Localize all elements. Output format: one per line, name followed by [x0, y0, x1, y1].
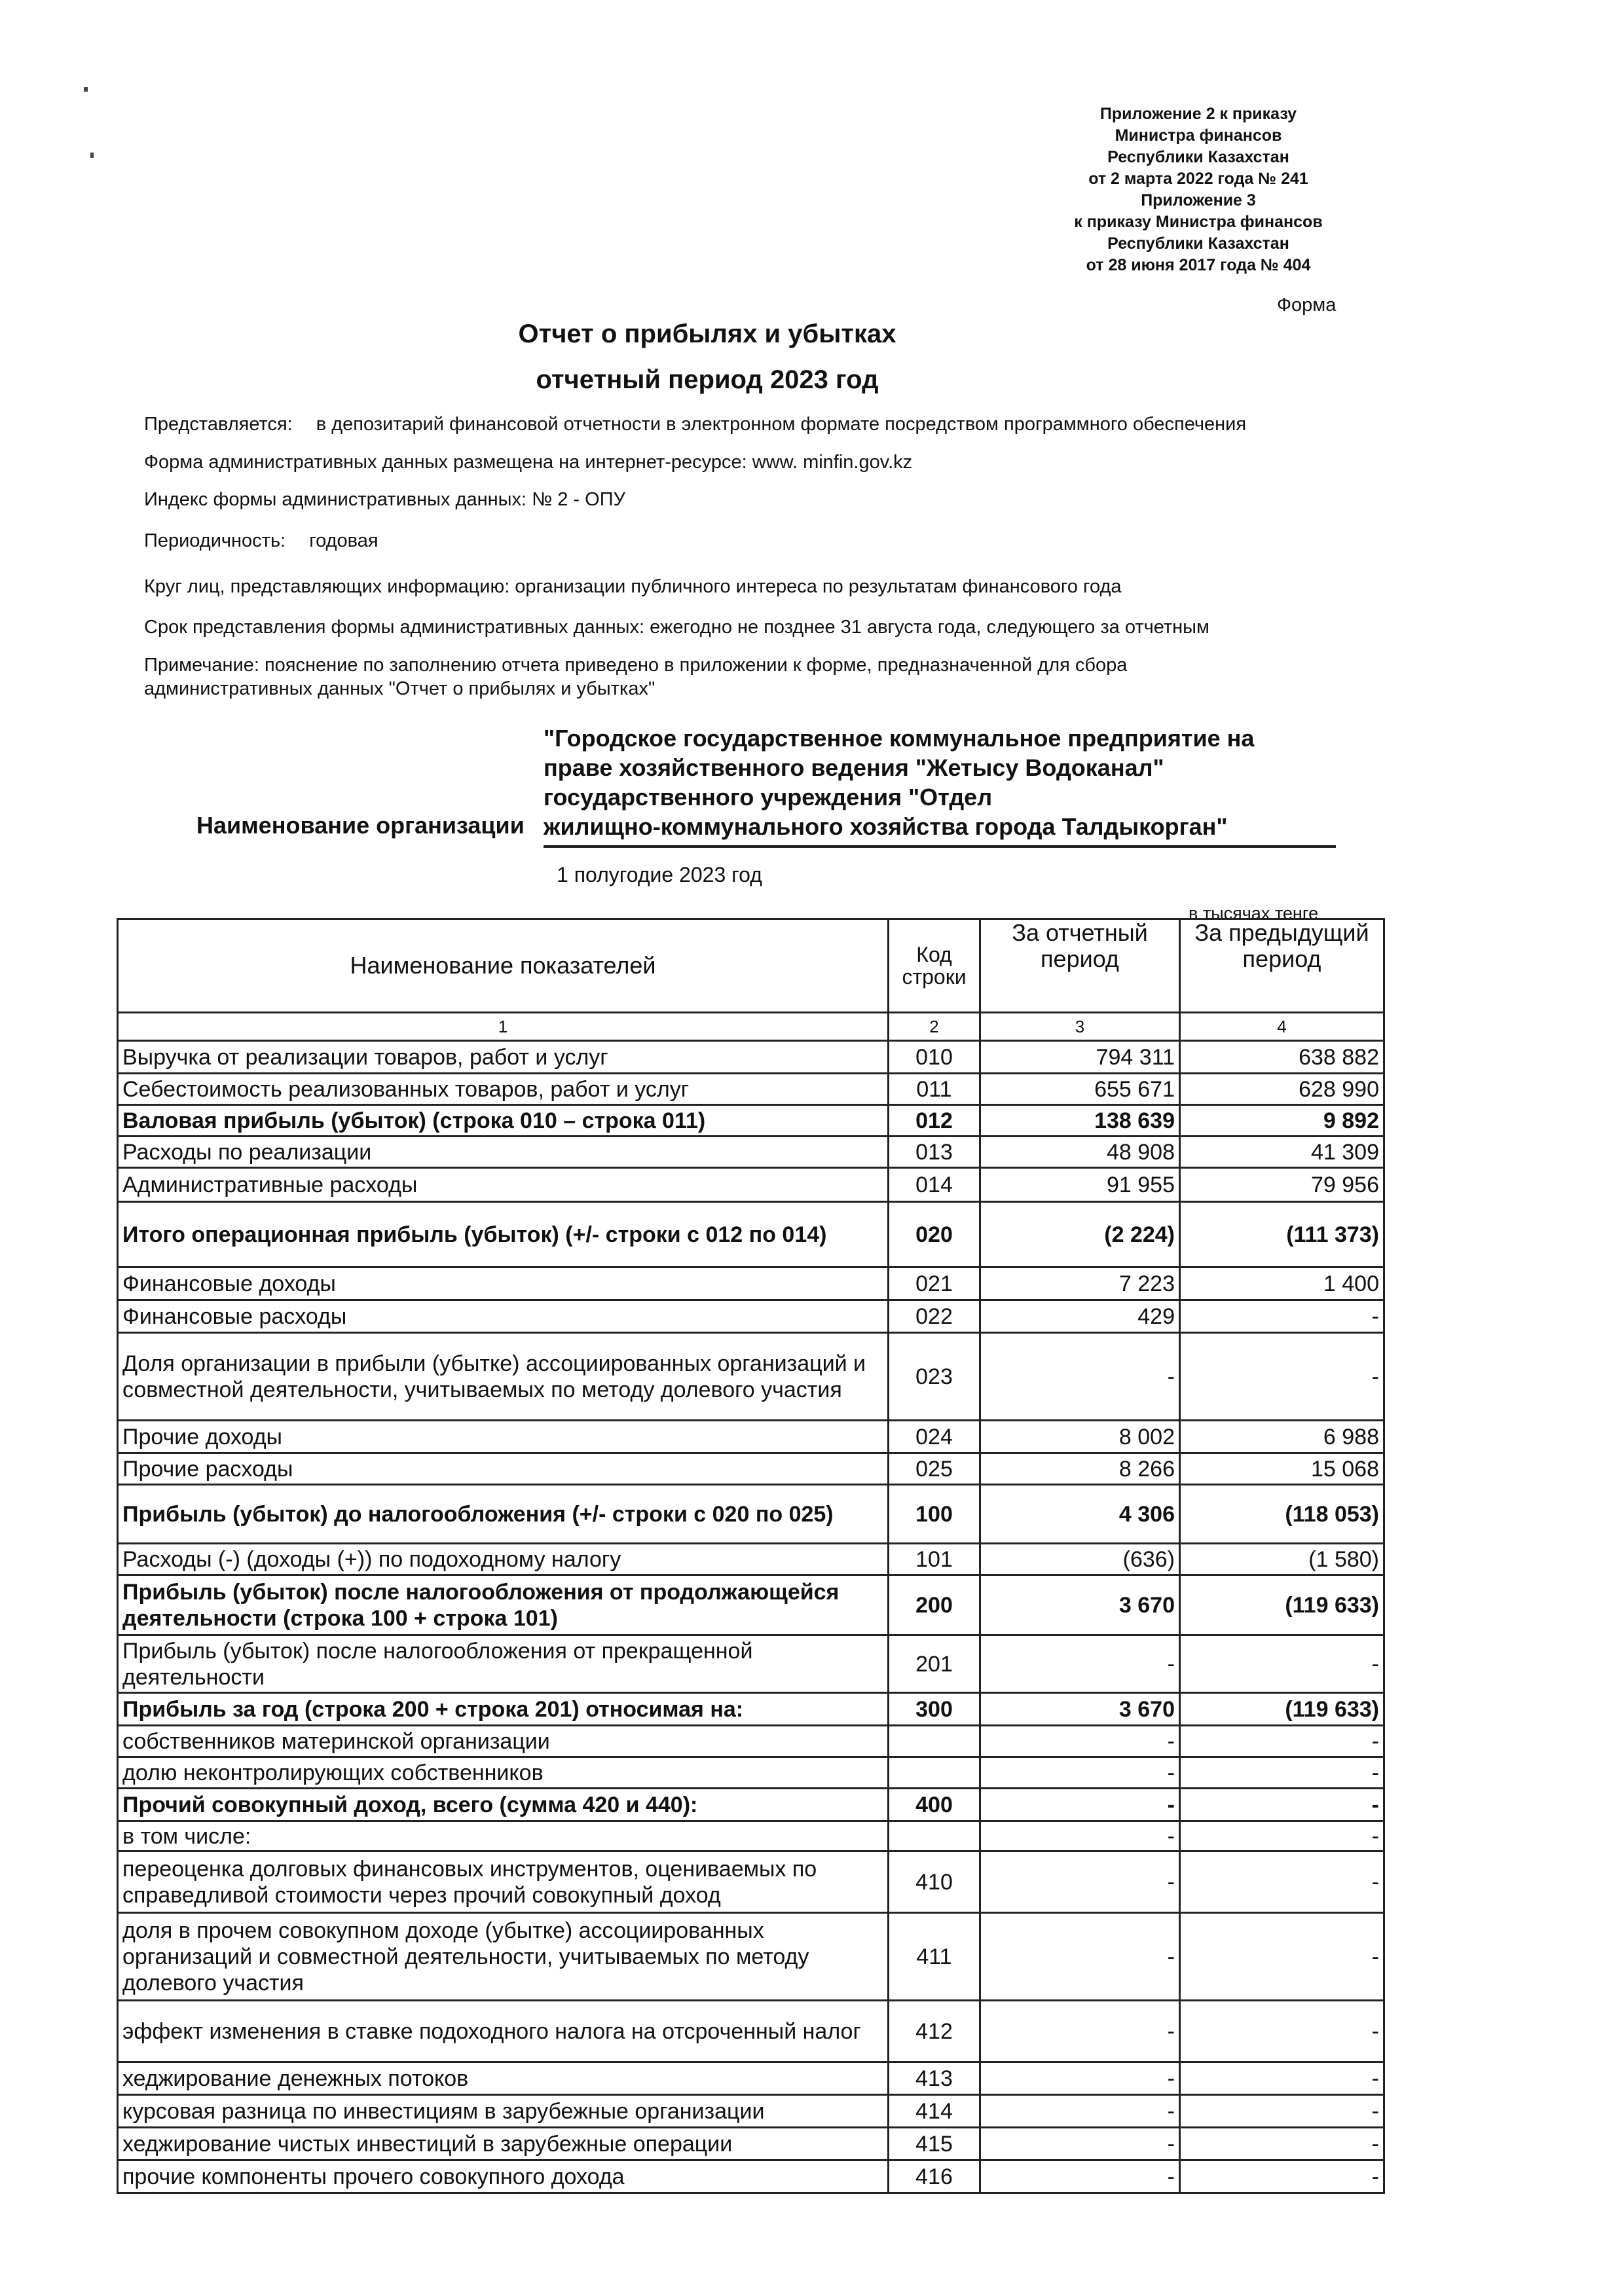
column-number: 4: [1180, 1013, 1384, 1041]
appendix-line: от 28 июня 2017 года № 404: [1086, 256, 1311, 274]
table-header-row: [118, 919, 1384, 1013]
submitted-label: Представляется:: [144, 414, 293, 435]
row-previous: -: [1180, 1789, 1384, 1821]
table-row: [118, 1267, 1384, 1300]
row-previous: 638 882: [1180, 1041, 1384, 1074]
row-code: 100: [889, 1485, 980, 1544]
form-location: Форма административных данных размещена на интернет-ресурсе: www. minfin.gov.kz: [144, 452, 913, 473]
row-name: прочие компоненты прочего совокупного дохода: [118, 2160, 889, 2193]
row-code: 200: [889, 1575, 980, 1635]
periodicity-line: [144, 530, 378, 552]
table-row: [118, 1726, 1384, 1757]
table-row: [118, 2001, 1384, 2062]
row-name: Расходы по реализации: [118, 1137, 889, 1168]
row-code: 300: [889, 1693, 980, 1726]
row-current: -: [980, 1789, 1180, 1821]
row-code: 101: [889, 1544, 980, 1575]
row-current: 138 639: [980, 1105, 1180, 1137]
row-current: -: [980, 2160, 1180, 2193]
table-row: [118, 1821, 1384, 1851]
row-code: [889, 1821, 980, 1851]
row-name: Прибыль (убыток) до налогообложения (+/- строки с 020 по 025): [118, 1485, 889, 1544]
row-current: -: [980, 1821, 1180, 1851]
table-row: [118, 1202, 1384, 1267]
form-label: Форма: [1277, 295, 1337, 316]
row-name: Валовая прибыль (убыток) (строка 010 – строка 011): [118, 1105, 889, 1137]
table-row: [118, 1575, 1384, 1635]
row-code: 024: [889, 1421, 980, 1453]
row-current: -: [980, 2001, 1180, 2062]
row-previous: 1 400: [1180, 1267, 1384, 1300]
row-current: -: [980, 1333, 1180, 1421]
table-row: [118, 1041, 1384, 1074]
row-code: 021: [889, 1267, 980, 1300]
appendix-reference: [1022, 103, 1375, 276]
table-row: [118, 1851, 1384, 1913]
table-row: [118, 2062, 1384, 2095]
table-row: [118, 1421, 1384, 1453]
row-previous: -: [1180, 2001, 1384, 2062]
row-previous: -: [1180, 1635, 1384, 1693]
organization-name-line: "Городское государственное коммунальное предприятие на: [544, 725, 1255, 752]
table-row: [118, 1485, 1384, 1544]
row-code: 416: [889, 2160, 980, 2193]
row-current: -: [980, 2128, 1180, 2160]
appendix-line: Республики Казахстан: [1107, 234, 1289, 253]
table-row: [118, 1913, 1384, 2001]
column-number: 1: [118, 1013, 889, 1041]
row-code: 020: [889, 1202, 980, 1267]
table-row: [118, 2128, 1384, 2160]
row-current: 3 670: [980, 1693, 1180, 1726]
appendix-line: Республики Казахстан: [1107, 148, 1289, 166]
row-previous: -: [1180, 1300, 1384, 1333]
row-previous: -: [1180, 1333, 1384, 1421]
row-current: 48 908: [980, 1137, 1180, 1168]
organization-name-line: праве хозяйственного ведения "Жетысу Водоканал": [544, 754, 1164, 781]
row-name: переоценка долговых финансовых инструментов, оцениваемых по справедливой стоимости через прочий совокупный доход: [118, 1851, 889, 1913]
row-current: 91 955: [980, 1168, 1180, 1202]
row-code: 411: [889, 1913, 980, 2001]
row-code: 023: [889, 1333, 980, 1421]
organization-label: Наименование организации: [196, 812, 525, 839]
row-current: (2 224): [980, 1202, 1180, 1267]
row-previous: -: [1180, 1821, 1384, 1851]
row-code: [889, 1757, 980, 1789]
row-code: 410: [889, 1851, 980, 1913]
row-name: Финансовые расходы: [118, 1300, 889, 1333]
row-name: Прибыль (убыток) после налогообложения от продолжающейся деятельности (строка 100 + строка 101): [118, 1575, 889, 1635]
row-name: собственников материнской организации: [118, 1726, 889, 1757]
submitted-value: в депозитарий финансовой отчетности в электронном формате посредством программного обеспечения: [316, 414, 1247, 435]
row-previous: (118 053): [1180, 1485, 1384, 1544]
row-code: 022: [889, 1300, 980, 1333]
row-current: 8 266: [980, 1453, 1180, 1485]
row-name: Финансовые доходы: [118, 1267, 889, 1300]
row-previous: 628 990: [1180, 1074, 1384, 1105]
table-row: [118, 2095, 1384, 2128]
document-title: Отчет о прибылях и убытках: [518, 319, 896, 348]
scan-speck: [84, 87, 88, 92]
row-previous: -: [1180, 1726, 1384, 1757]
note-line-1: Примечание: пояснение по заполнению отчета приведено в приложении к форме, предназначенной для сбора: [144, 655, 1128, 676]
row-previous: -: [1180, 2128, 1384, 2160]
table-row: [118, 1635, 1384, 1693]
row-name: курсовая разница по инвестициям в зарубежные организации: [118, 2095, 889, 2128]
row-current: -: [980, 1726, 1180, 1757]
row-current: 655 671: [980, 1074, 1180, 1105]
form-index: Индекс формы административных данных: № 2 - ОПУ: [144, 489, 625, 510]
row-code: 201: [889, 1635, 980, 1693]
row-previous: -: [1180, 2062, 1384, 2095]
periodicity-label: Периодичность:: [144, 530, 286, 551]
table-row: [118, 1333, 1384, 1421]
row-name: Расходы (-) (доходы (+)) по подоходному налогу: [118, 1544, 889, 1575]
row-code: 012: [889, 1105, 980, 1137]
header-name: Наименование показателей: [118, 919, 889, 1013]
row-previous: 9 892: [1180, 1105, 1384, 1137]
organization-underline: [544, 845, 1336, 848]
row-name: хеджирование денежных потоков: [118, 2062, 889, 2095]
units-label: в тысячах тенге: [1189, 903, 1319, 923]
appendix-line: Министра финансов: [1115, 126, 1282, 145]
scan-speck: [90, 153, 94, 158]
row-previous: (119 633): [1180, 1575, 1384, 1635]
header-previous: За предыдущий период: [1180, 919, 1384, 1013]
row-name: Выручка от реализации товаров, работ и услуг: [118, 1041, 889, 1074]
row-current: -: [980, 1757, 1180, 1789]
table-row: [118, 1300, 1384, 1333]
appendix-line: от 2 марта 2022 года № 241: [1088, 170, 1308, 188]
column-number: 2: [889, 1013, 980, 1041]
row-current: 429: [980, 1300, 1180, 1333]
row-current: 8 002: [980, 1421, 1180, 1453]
row-previous: (111 373): [1180, 1202, 1384, 1267]
deadline: Срок представления формы административных данных: ежегодно не позднее 31 августа года, следующего за отчетным: [144, 617, 1209, 638]
row-code: 013: [889, 1137, 980, 1168]
submitted-line: [144, 414, 1246, 435]
row-name: хеджирование чистых инвестиций в зарубежные операции: [118, 2128, 889, 2160]
row-name: эффект изменения в ставке подоходного налога на отсроченный налог: [118, 2001, 889, 2062]
row-name: долю неконтролирующих собственников: [118, 1757, 889, 1789]
table-row: [118, 2160, 1384, 2193]
document-period-title: отчетный период 2023 год: [536, 365, 879, 394]
table-row: [118, 1105, 1384, 1137]
row-name: Доля организации в прибыли (убытке) ассоциированных организаций и совместной деятельности, учитываемых по методу долевого участия: [118, 1333, 889, 1421]
row-current: 3 670: [980, 1575, 1180, 1635]
row-code: 415: [889, 2128, 980, 2160]
table-row: [118, 1137, 1384, 1168]
organization-name-line: государственного учреждения "Отдел: [544, 784, 993, 811]
column-number: 3: [980, 1013, 1180, 1041]
row-current: 4 306: [980, 1485, 1180, 1544]
row-code: 412: [889, 2001, 980, 2062]
row-name: Себестоимость реализованных товаров, работ и услуг: [118, 1074, 889, 1105]
row-name: Административные расходы: [118, 1168, 889, 1202]
table-row: [118, 1757, 1384, 1789]
row-previous: -: [1180, 1757, 1384, 1789]
row-code: 014: [889, 1168, 980, 1202]
row-current: (636): [980, 1544, 1180, 1575]
row-code: 400: [889, 1789, 980, 1821]
row-current: -: [980, 2062, 1180, 2095]
appendix-line: Приложение 3: [1141, 191, 1256, 210]
table-row: [118, 1789, 1384, 1821]
row-previous: 15 068: [1180, 1453, 1384, 1485]
row-previous: 79 956: [1180, 1168, 1384, 1202]
header-code: Код строки: [889, 919, 980, 1013]
periodicity-value: годовая: [309, 530, 378, 551]
table-row: [118, 1693, 1384, 1726]
table-row: [118, 1074, 1384, 1105]
row-previous: 6 988: [1180, 1421, 1384, 1453]
row-code: [889, 1726, 980, 1757]
appendix-line: Приложение 2 к приказу: [1099, 105, 1297, 123]
organization-name-line: жилищно-коммунального хозяйства города Талдыкорган": [544, 813, 1228, 840]
row-previous: -: [1180, 2160, 1384, 2193]
row-name: Прочий совокупный доход, всего (сумма 420 и 440):: [118, 1789, 889, 1821]
row-code: 011: [889, 1074, 980, 1105]
row-name: Итого операционная прибыль (убыток) (+/- строки с 012 по 014): [118, 1202, 889, 1267]
row-name: в том числе:: [118, 1821, 889, 1851]
row-current: 794 311: [980, 1041, 1180, 1074]
header-current: За отчетный период: [980, 919, 1180, 1013]
appendix-line: к приказу Министра финансов: [1074, 213, 1323, 231]
row-previous: -: [1180, 2095, 1384, 2128]
row-current: -: [980, 1913, 1180, 2001]
row-previous: (119 633): [1180, 1693, 1384, 1726]
table-row: [118, 1168, 1384, 1202]
row-previous: 41 309: [1180, 1137, 1384, 1168]
table-row: [118, 1453, 1384, 1485]
row-name: Прибыль (убыток) после налогообложения от прекращенной деятельности: [118, 1635, 889, 1693]
row-code: 025: [889, 1453, 980, 1485]
table-row: [118, 1544, 1384, 1575]
row-name: Прибыль за год (строка 200 + строка 201) относимая на:: [118, 1693, 889, 1726]
respondents: Круг лиц, представляющих информацию: организации публичного интереса по результатам финансового года: [144, 576, 1122, 597]
row-current: 7 223: [980, 1267, 1180, 1300]
row-current: -: [980, 2095, 1180, 2128]
row-code: 413: [889, 2062, 980, 2095]
column-number-row: [118, 1013, 1384, 1041]
row-code: 010: [889, 1041, 980, 1074]
row-current: -: [980, 1851, 1180, 1913]
organization-name: [544, 723, 1254, 841]
report-period: 1 полугодие 2023 год: [557, 863, 762, 886]
profit-loss-table: [117, 918, 1385, 2194]
row-current: -: [980, 1635, 1180, 1693]
row-name: Прочие расходы: [118, 1453, 889, 1485]
row-previous: (1 580): [1180, 1544, 1384, 1575]
row-code: 414: [889, 2095, 980, 2128]
row-previous: -: [1180, 1851, 1384, 1913]
row-previous: -: [1180, 1913, 1384, 2001]
note-line-2: административных данных "Отчет о прибылях и убытках": [144, 678, 655, 699]
row-name: доля в прочем совокупном доходе (убытке) ассоциированных организаций и совместной деятельности, учитываемых по методу долевого участия: [118, 1913, 889, 2001]
row-name: Прочие доходы: [118, 1421, 889, 1453]
